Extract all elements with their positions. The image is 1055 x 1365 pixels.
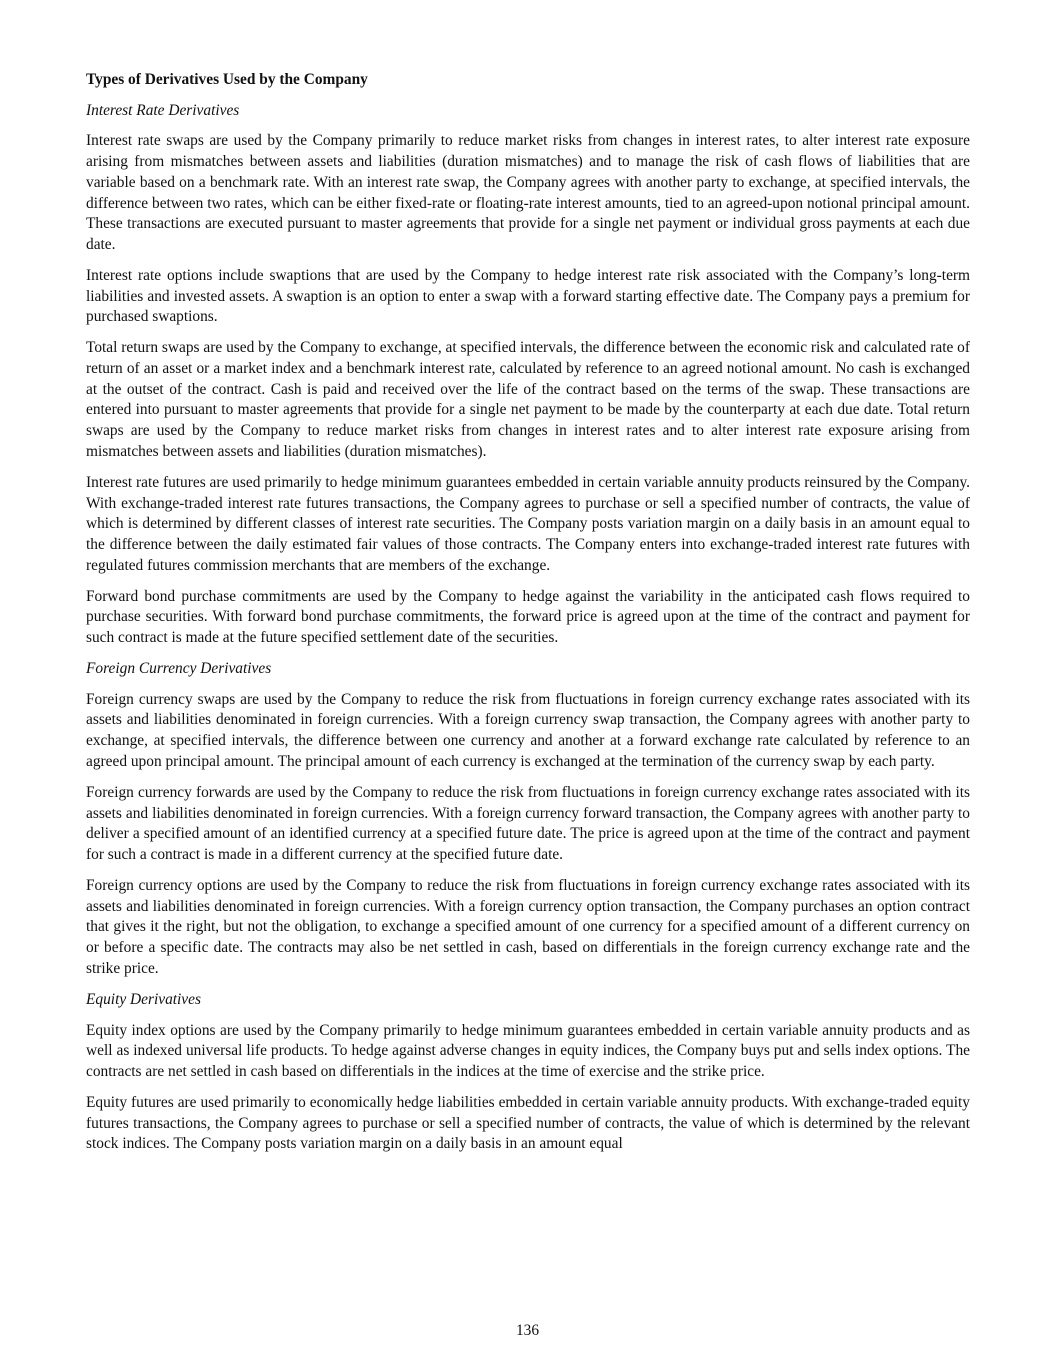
subheading-interest-rate: Interest Rate Derivatives — [86, 101, 240, 119]
subheading-equity: Equity Derivatives — [86, 990, 201, 1008]
paragraph: Forward bond purchase commitments are used by the Company to hedge against the variability in the anticipated cash flows required to purchase securities. With forward bond purchase commitments, the forward price is agreed upon at the time of the contract and payment for such contract is made at the future specified settlement date of the securities. — [86, 587, 970, 647]
paragraph: Foreign currency swaps are used by the Company to reduce the risk from fluctuations in foreign currency exchange rates associated with its assets and liabilities denominated in foreign currencies. With a foreign currency swap transaction, the Company agrees with another party to exchange, at specified intervals, the difference between one currency and another at a forward exchange rate calculated by reference to an agreed upon principal amount. The principal amount of each currency is exchanged at the termination of the currency swap by each party. — [86, 690, 970, 770]
paragraph: Equity futures are used primarily to economically hedge liabilities embedded in certain variable annuity products. With exchange-traded equity futures transactions, the Company agrees to purchase or sell a specified number of contracts, the value of which is determined by the relevant stock indices. The Company posts variation margin on a daily basis in an amount equal — [86, 1093, 970, 1153]
page-number: 136 — [515, 1322, 540, 1339]
paragraph: Interest rate futures are used primarily to hedge minimum guarantees embedded in certain variable annuity products reinsured by the Company. With exchange-traded interest rate futures transactions, the Company agrees to purchase or sell a specified number of contracts, the value of which is determined by different classes of interest rate securities. The Company posts variation margin on a daily basis in an amount equal to the difference between the daily estimated fair values of those contracts. The Company enters into exchange-traded interest rate futures with regulated futures commission merchants that are members of the exchange. — [86, 473, 970, 574]
document-body — [86, 70, 970, 1165]
paragraph: Interest rate options include swaptions that are used by the Company to hedge interest rate risk associated with the Company’s long-term liabilities and invested assets. A swaption is an option to enter a swap with a forward starting effective date. The Company pays a premium for purchased swaptions. — [86, 266, 970, 326]
paragraph: Equity index options are used by the Company primarily to hedge minimum guarantees embedded in certain variable annuity products and as well as indexed universal life products. To hedge against adverse changes in equity indices, the Company buys put and sells index options. The contracts are net settled in cash based on differentials in the indices at the time of exercise and the strike price. — [86, 1021, 970, 1080]
paragraph: Foreign currency forwards are used by the Company to reduce the risk from fluctuations in foreign currency exchange rates associated with its assets and liabilities denominated in foreign currencies. With a foreign currency forward transaction, the Company agrees with another party to deliver a specified amount of an identified currency at a specified future date. The price is agreed upon at the time of the contract and payment for such a contract is made in a different currency at the specified future date. — [86, 783, 970, 863]
section-heading: Types of Derivatives Used by the Company — [86, 71, 368, 88]
subheading-foreign-currency: Foreign Currency Derivatives — [86, 660, 272, 678]
paragraph: Foreign currency options are used by the Company to reduce the risk from fluctuations in foreign currency exchange rates associated with its assets and liabilities denominated in foreign currencies. With a foreign currency option transaction, the Company purchases an option contract that gives it the right, but not the obligation, to exchange a specified amount of one currency for a specified amount of a different currency on or before a specific date. The contracts may also be net settled in cash, based on differentials in the foreign currency exchange rate and the strike price. — [86, 876, 970, 977]
paragraph: Total return swaps are used by the Company to exchange, at specified intervals, the difference between the economic risk and calculated rate of return of an asset or a market index and a benchmark interest rate, calculated by reference to an agreed notional amount. No cash is exchanged at the outset of the contract. Cash is paid and received over the life of the contract based on the terms of the swap. These transactions are entered into pursuant to master agreements that provide for a single net payment to be made by the counterparty at each due date. Total return swaps are used by the Company to reduce market risks from changes in interest rates and to alter interest rate exposure arising from mismatches between assets and liabilities (duration mismatches). — [86, 339, 970, 460]
paragraph: Interest rate swaps are used by the Company primarily to reduce market risks from changes in interest rates, to alter interest rate exposure arising from mismatches between assets and liabilities (duration mismatches) and to manage the risk of cash flows of liabilities that are variable based on a benchmark rate. With an interest rate swap, the Company agrees with another party to exchange, at specified intervals, the difference between two rates, which can be either fixed-rate or floating-rate interest amounts, tied to an agreed-upon notional principal amount. These transactions are executed pursuant to master agreements that provide for a single net payment or individual gross payments at each due date. — [86, 132, 970, 253]
